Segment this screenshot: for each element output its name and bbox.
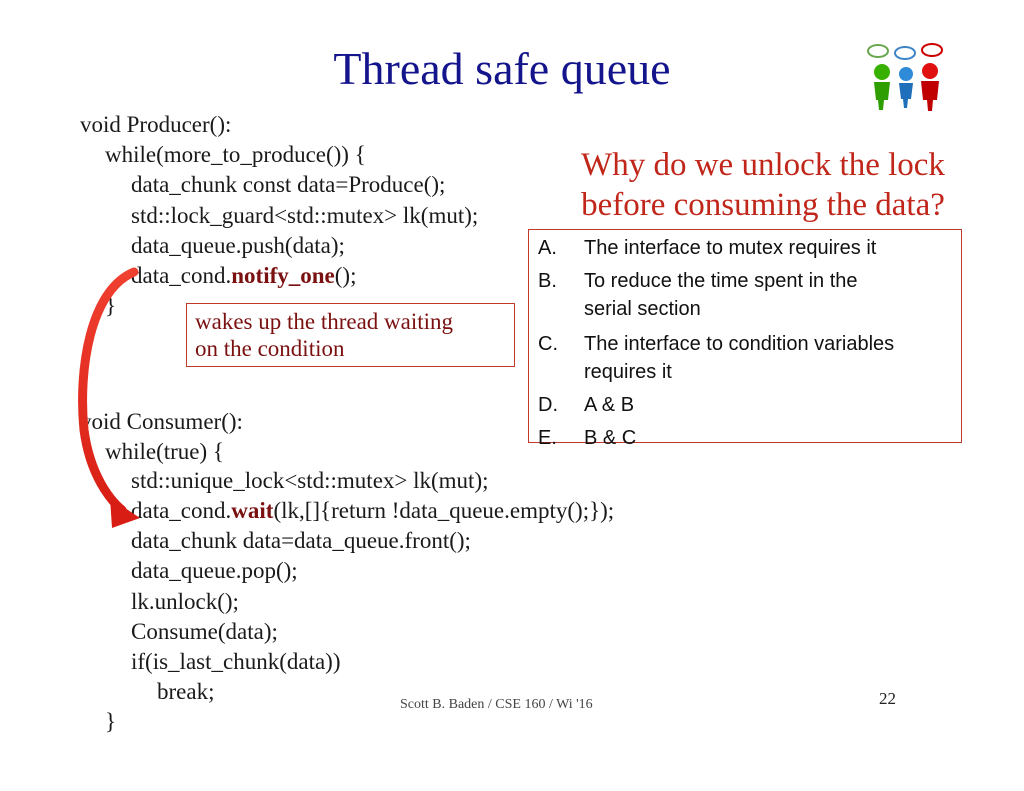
code-line: break;: [157, 679, 215, 704]
annotation-line: on the condition: [195, 336, 345, 361]
code-line: data_queue.pop();: [131, 558, 298, 583]
option-e: [528, 424, 962, 452]
code-line: while(true) {: [105, 439, 224, 464]
option-letter: B.: [538, 270, 557, 292]
option-letter: A.: [538, 237, 557, 259]
question-line-1: Why do we unlock the lock: [581, 147, 945, 183]
code-line: }: [105, 709, 117, 734]
option-text: The interface to mutex requires it: [584, 237, 877, 259]
code-line: data_chunk const data=Produce();: [131, 172, 446, 197]
code-line: if(is_last_chunk(data)): [131, 649, 341, 674]
wait-keyword: wait: [231, 498, 274, 523]
option-a: [528, 234, 962, 262]
option-letter: D.: [538, 394, 558, 416]
code-fragment: data_cond.: [131, 263, 232, 288]
question-line-2: before consuming the data?: [581, 187, 945, 223]
code-line: void Consumer():: [80, 409, 243, 434]
code-fragment: (lk,[]{return !data_queue.empty();});: [273, 498, 615, 523]
page-number: 22: [879, 689, 896, 708]
code-line: std::unique_lock<std::mutex> lk(mut);: [131, 468, 489, 493]
code-line: std::lock_guard<std::mutex> lk(mut);: [131, 203, 479, 228]
code-fragment: data_cond.: [131, 498, 232, 523]
slide-footer: Scott B. Baden / CSE 160 / Wi '16: [400, 697, 593, 712]
option-letter: E.: [538, 427, 557, 449]
code-line: data_queue.push(data);: [131, 233, 345, 258]
option-text-continued: serial section: [584, 298, 701, 320]
notify-annotation-box: [186, 303, 515, 367]
notify-one-keyword: notify_one: [231, 263, 335, 288]
option-text-continued: requires it: [584, 361, 672, 383]
option-text: A & B: [584, 394, 635, 416]
option-text: B & C: [584, 427, 637, 449]
code-line-wait: [131, 496, 614, 526]
option-letter: C.: [538, 333, 558, 355]
code-line: data_chunk data=data_queue.front();: [131, 528, 471, 553]
code-line: void Producer():: [80, 112, 232, 137]
option-text: The interface to condition variables: [584, 333, 895, 355]
option-text: To reduce the time spent in the: [584, 270, 858, 292]
code-line: lk.unlock();: [131, 589, 239, 614]
code-line: }: [105, 293, 117, 318]
notify-to-wait-arrow: [60, 260, 170, 540]
code-line: Consume(data);: [131, 619, 278, 644]
option-c: [528, 330, 962, 386]
code-fragment: ();: [334, 263, 357, 288]
option-d: [528, 391, 962, 419]
slide-title: Thread safe queue: [333, 43, 671, 94]
discussion-people-icon: [858, 42, 954, 112]
annotation-line: wakes up the thread waiting: [195, 309, 454, 334]
option-b: [528, 267, 962, 323]
code-line: while(more_to_produce()) {: [105, 142, 366, 167]
